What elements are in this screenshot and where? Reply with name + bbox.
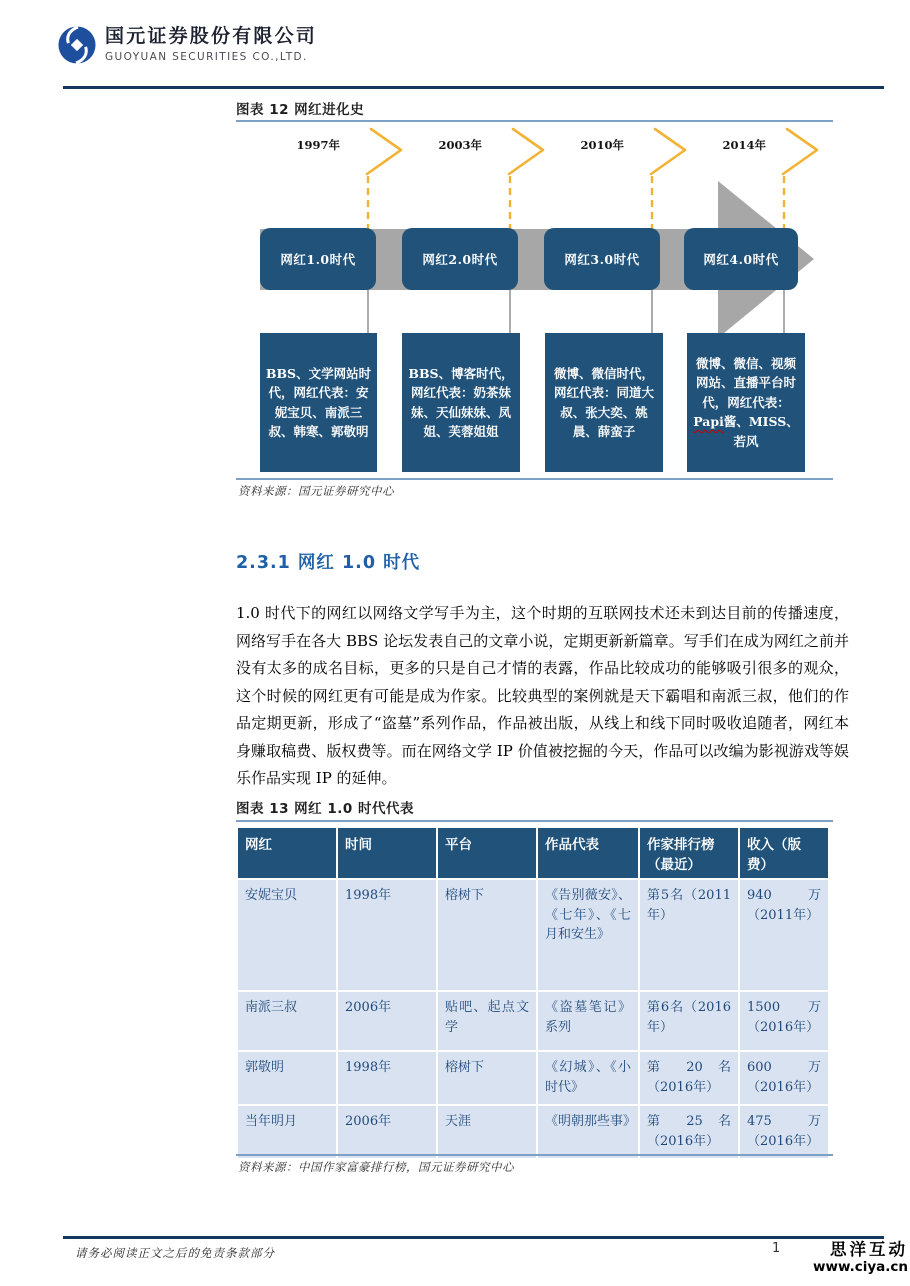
cell-ranking: 第 20 名（2016年） — [639, 1051, 739, 1105]
cell-platform: 榕树下 — [437, 879, 537, 991]
siyang-watermark — [813, 1241, 908, 1275]
section-paragraph: 1.0 时代下的网红以网络文学写手为主，这个时期的互联网技术还未到达目前的传播速度，网络写手在各大 BBS 论坛发表自己的文章小说，定期更新新篇章。写手们在成为网红之前并没有太多的成名目标，更多的只是自己才情的表露，作品比较成功的能够吸引很多的观众，这个时候的网红更有可能是成为作家。比较典型的案例就是天下霸唱和南派三叔，他们的作品定期更新，形成了“盗墓”系列作品，作品被出版，从线上和线下同时吸收追随者，网红本身赚取稿费、版权费等。而在网络文学 IP 价值被挖掘的今天，作品可以改编为影视游戏等娱乐作品实现 IP 的延伸。 — [236, 604, 849, 787]
cell-income: 1500 万（2016年） — [739, 991, 829, 1051]
figure12-title: 图表 12 网红进化史 — [236, 102, 365, 118]
cell-ranking: 第5名（2011年） — [639, 879, 739, 991]
figure13-bottom-rule — [236, 1154, 833, 1156]
cell-income: 475万（2016年） — [739, 1105, 829, 1159]
col-header-time: 时间 — [337, 827, 437, 879]
figure13-title: 图表 13 网红 1.0 时代代表 — [236, 801, 415, 817]
cell-platform: 天涯 — [437, 1105, 537, 1159]
cell-platform: 榕树下 — [437, 1051, 537, 1105]
table-row — [237, 1105, 829, 1159]
era-box-1: 网红1.0时代 — [260, 228, 376, 290]
figure13-top-rule — [236, 820, 833, 822]
timeline-year-2014: 2014年 — [722, 138, 766, 152]
cell-works: 《幻城》、《小时代》 — [537, 1051, 639, 1105]
figure13-source: 资料来源：中国作家富豪排行榜，国元证券研究中心 — [238, 1160, 514, 1174]
table-row — [237, 1051, 829, 1105]
col-header-ranking: 作家排行榜（最近） — [639, 827, 739, 879]
company-name: 国元证券股份有限公司 — [105, 25, 318, 47]
table-row — [237, 991, 829, 1051]
table-row — [237, 879, 829, 991]
cell-ranking: 第6名（2016年） — [639, 991, 739, 1051]
cell-works: 《盗墓笔记》系列 — [537, 991, 639, 1051]
cell-time: 2006年 — [337, 991, 437, 1051]
timeline-year-1997: 1997年 — [296, 138, 340, 152]
desc4-papi: Papi — [693, 414, 724, 430]
era-box-4: 网红4.0时代 — [684, 228, 798, 290]
cell-name: 南派三叔 — [237, 991, 337, 1051]
timeline-diagram — [236, 125, 848, 480]
era-description-1: BBS、文学网站时代，网红代表：安妮宝贝、南派三叔、韩寒、郭敬明 — [260, 333, 377, 472]
company-name-block — [105, 26, 317, 63]
chevron-icon — [367, 129, 401, 174]
cell-time: 2006年 — [337, 1105, 437, 1159]
watermark-url: www.ciya.cn — [813, 1258, 908, 1275]
header-divider — [63, 86, 884, 89]
cell-time: 1998年 — [337, 1051, 437, 1105]
desc4-post: 酱、MISS、若风 — [723, 414, 799, 449]
company-subtitle: GUOYUAN SECURITIES CO.,LTD. — [105, 50, 308, 63]
col-header-celebrity: 网红 — [237, 827, 337, 879]
desc4-pre: 微博、微信、视频网站、直播平台时代，网红代表： — [695, 356, 796, 410]
cell-time: 1998年 — [337, 879, 437, 991]
cell-name: 郭敬明 — [237, 1051, 337, 1105]
era-box-2: 网红2.0时代 — [402, 228, 518, 290]
table-header-row — [237, 827, 829, 879]
cell-ranking: 第 25 名（2016年） — [639, 1105, 739, 1159]
footer-divider — [63, 1236, 884, 1239]
cell-name: 安妮宝贝 — [237, 879, 337, 991]
era-description-4-text — [692, 354, 800, 451]
era-box-3: 网红3.0时代 — [544, 228, 660, 290]
cell-works: 《告别薇安》、《七年》、《七月和安生》 — [537, 879, 639, 991]
chevron-icon — [783, 129, 817, 174]
chevron-icon — [651, 129, 685, 174]
cell-platform: 贴吧、起点文学 — [437, 991, 537, 1051]
col-header-platform: 平台 — [437, 827, 537, 879]
figure12-bottom-rule — [236, 478, 833, 480]
col-header-income: 收入（版费） — [739, 827, 829, 879]
timeline-year-2010: 2010年 — [580, 138, 624, 152]
footer-disclaimer: 请务必阅读正文之后的免责条款部分 — [75, 1246, 275, 1260]
era-description-3: 微博、微信时代，网红代表：同道大叔、张大奕、姚晨、薛蛮子 — [545, 333, 663, 472]
page-number: 1 — [772, 1241, 781, 1256]
watermark-name: 思洋互动 — [830, 1240, 908, 1259]
era-description-4 — [687, 333, 805, 472]
chevron-icon — [509, 129, 543, 174]
section-heading: 2.3.1 网红 1.0 时代 — [236, 553, 421, 573]
timeline-year-2003: 2003年 — [438, 138, 482, 152]
cell-income: 940万（2011年） — [739, 879, 829, 991]
cell-name: 当年明月 — [237, 1105, 337, 1159]
cell-works: 《明朝那些事》 — [537, 1105, 639, 1159]
cell-income: 600万（2016年） — [739, 1051, 829, 1105]
celebrity-table — [236, 826, 830, 1160]
guoyuan-logo-icon — [58, 26, 96, 68]
col-header-works: 作品代表 — [537, 827, 639, 879]
figure12-top-rule — [236, 120, 833, 122]
company-logo — [58, 26, 317, 68]
figure12-source: 资料来源：国元证券研究中心 — [238, 484, 394, 498]
era-description-2: BBS、博客时代，网红代表：奶茶妹妹、天仙妹妹、凤姐、芙蓉姐姐 — [402, 333, 520, 472]
